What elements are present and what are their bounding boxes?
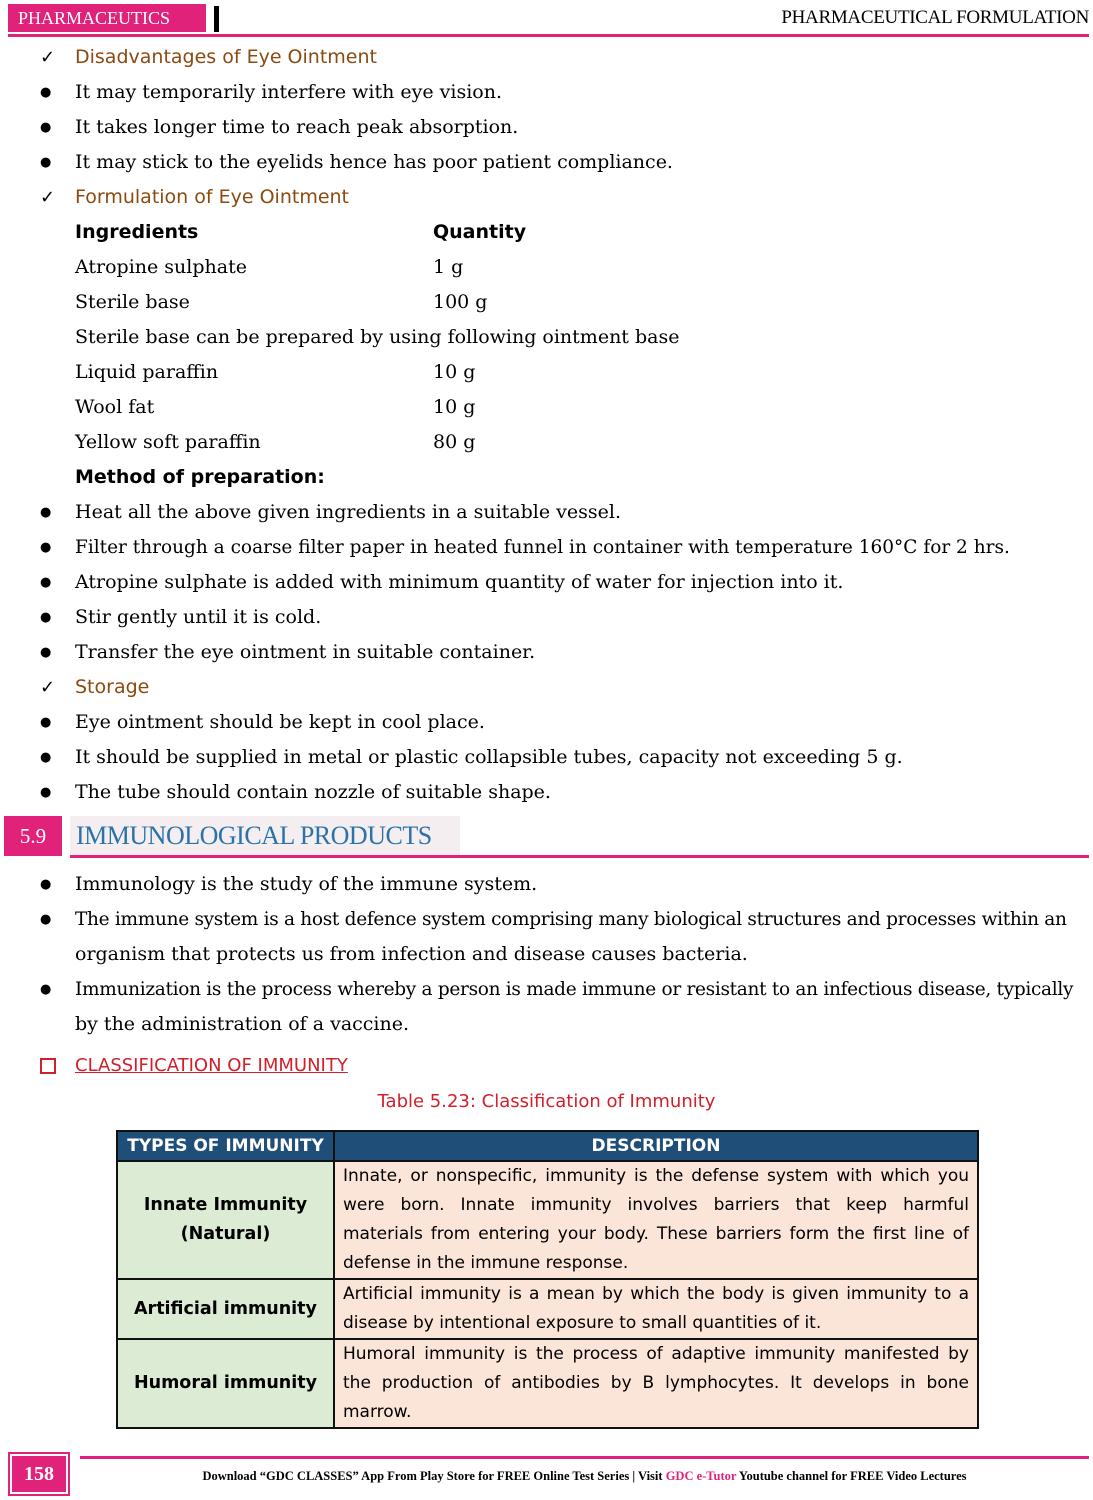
table-row	[117, 1339, 978, 1428]
sterile-base-note: Sterile base can be prepared by using following ointment base	[75, 326, 680, 348]
column-header-type: TYPES OF IMMUNITY	[117, 1131, 334, 1161]
list-item-continuation: by the administration of a vaccine.	[75, 1013, 410, 1035]
immunity-type: Humoral immunity	[133, 1373, 318, 1393]
immunity-type-cell	[117, 1279, 334, 1339]
immunity-type: Artificial immunity	[134, 1298, 317, 1319]
ingredient-qty: 10 g	[433, 396, 476, 418]
list-item: The tube should contain nozzle of suitable shape.	[75, 781, 551, 803]
ingredient-qty: 80 g	[433, 431, 476, 453]
footer-promo	[80, 1462, 1089, 1490]
footer-text: Download “GDC CLASSES” App From Play Store for FREE Online Test Series | Visit	[202, 1469, 666, 1483]
table-caption: Table 5.23: Classification of Immunity	[377, 1091, 716, 1112]
list-item: Filter through a coarse filter paper in heated funnel in container with temperature 160°C for 2 hrs.	[75, 537, 1010, 558]
bullet-icon: ●	[40, 982, 52, 997]
immunity-type-cell	[117, 1161, 334, 1279]
bullet-icon: ●	[40, 120, 52, 135]
section-rule	[70, 855, 1089, 858]
quantity-header: Quantity	[433, 221, 527, 243]
header-chapter: PHARMACEUTICAL FORMULATION	[781, 7, 1089, 28]
footer-text: Youtube channel for FREE Video Lectures	[736, 1469, 967, 1483]
disadvantages-heading: Disadvantages of Eye Ointment	[75, 46, 377, 68]
ingredients-header: Ingredients	[75, 221, 199, 243]
immunity-description: Artificial immunity is a mean by which the body is given immunity to a disease by intentional exposure to small quantities of it.	[334, 1279, 978, 1339]
check-icon: ✓	[40, 677, 56, 698]
list-item-continuation: organism that protects us from infection and disease causes bacteria.	[75, 943, 748, 965]
bullet-icon: ●	[40, 610, 52, 625]
ingredient-name: Yellow soft paraffin	[75, 431, 261, 453]
header-divider	[214, 6, 219, 32]
bullet-icon: ●	[40, 575, 52, 590]
list-item: It takes longer time to reach peak absorption.	[75, 116, 519, 138]
method-heading: Method of preparation:	[75, 466, 325, 488]
storage-heading: Storage	[75, 676, 150, 698]
bullet-icon: ●	[40, 155, 52, 170]
immunity-type: Innate Immunity	[143, 1195, 308, 1215]
bullet-icon: ●	[40, 540, 52, 555]
bullet-icon: ●	[40, 877, 52, 892]
list-item: Atropine sulphate is added with minimum quantity of water for injection into it.	[75, 571, 844, 593]
immunity-description: Innate, or nonspecific, immunity is the defense system with which you were born. Innate immunity involves barriers that keep harmful materials from entering your body. These barriers form the first line of defense in the immune response.	[334, 1161, 978, 1279]
ingredient-name: Liquid paraffin	[75, 361, 219, 383]
ingredient-qty: 100 g	[433, 291, 488, 313]
table-header-row	[117, 1131, 978, 1161]
list-item: It may temporarily interfere with eye vision.	[75, 81, 502, 103]
list-item: Eye ointment should be kept in cool place.	[75, 711, 485, 733]
table-row	[117, 1279, 978, 1339]
bullet-icon: ●	[40, 912, 52, 927]
ingredient-qty: 1 g	[433, 256, 464, 278]
list-item: Transfer the eye ointment in suitable container.	[75, 641, 536, 663]
header-subject: PHARMACEUTICS	[8, 4, 206, 32]
immunity-type-note: (Natural)	[180, 1224, 271, 1244]
bullet-icon: ●	[40, 715, 52, 730]
check-icon: ✓	[40, 47, 56, 68]
list-item: Immunization is the process whereby a person is made immune or resistant to an infectious disease, typically	[75, 979, 1074, 1000]
immunity-type-cell	[117, 1339, 334, 1428]
ingredient-qty: 10 g	[433, 361, 476, 383]
column-header-description: DESCRIPTION	[334, 1131, 978, 1161]
immunity-description: Humoral immunity is the process of adaptive immunity manifested by the production of antibodies by B lymphocytes. It develops in bone marrow.	[334, 1339, 978, 1428]
section-number: 5.9	[4, 816, 62, 856]
bullet-icon: ●	[40, 785, 52, 800]
page-number: 158	[12, 1456, 66, 1492]
list-item: Immunology is the study of the immune system.	[75, 873, 538, 895]
header-rule	[8, 34, 1089, 37]
footer-channel-link[interactable]: GDC e-Tutor	[665, 1469, 737, 1483]
list-item: It may stick to the eyelids hence has poor patient compliance.	[75, 151, 673, 173]
table-row	[117, 1161, 978, 1279]
footer-rule	[80, 1456, 1089, 1459]
check-icon: ✓	[40, 187, 56, 208]
bullet-icon: ●	[40, 85, 52, 100]
ingredient-name: Wool fat	[75, 396, 155, 418]
list-item: It should be supplied in metal or plastic collapsible tubes, capacity not exceeding 5 g.	[75, 746, 903, 768]
list-item: Heat all the above given ingredients in a suitable vessel.	[75, 501, 621, 523]
ingredient-name: Atropine sulphate	[75, 256, 247, 278]
ingredient-name: Sterile base	[75, 291, 190, 313]
formulation-heading: Formulation of Eye Ointment	[75, 186, 350, 208]
list-item: Stir gently until it is cold.	[75, 606, 322, 628]
list-item: The immune system is a host defence system comprising many biological structures and processes within an	[75, 909, 1067, 930]
section-title: IMMUNOLOGICAL PRODUCTS	[76, 821, 432, 850]
immunity-table	[116, 1130, 979, 1429]
bullet-icon: ●	[40, 750, 52, 765]
bullet-icon: ●	[40, 505, 52, 520]
classification-heading: CLASSIFICATION OF IMMUNITY	[75, 1055, 348, 1076]
checkbox-square-icon	[40, 1058, 56, 1074]
bullet-icon: ●	[40, 645, 52, 660]
